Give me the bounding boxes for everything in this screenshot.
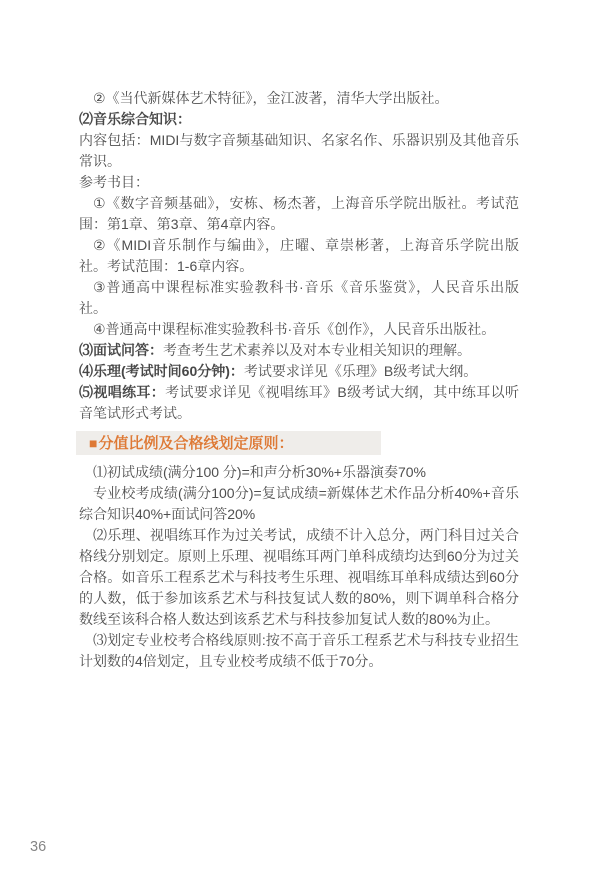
paragraph: [79, 462, 519, 483]
paragraph: [79, 340, 519, 361]
paragraph-lead: ⑷乐理(考试时间60分钟)：: [79, 363, 244, 379]
paragraph: [79, 361, 519, 382]
paragraph-text: 参考书目：: [79, 174, 149, 190]
paragraph-text: ⑴初试成绩(满分100 分)=和声分析30%+乐器演奏70%: [93, 464, 426, 480]
paragraph: [79, 630, 519, 672]
paragraph-text: 考试要求详见《视唱练耳》B级考试大纲，其中练耳以听音笔试形式考试。: [79, 384, 520, 421]
paragraph-text: 考查考生艺术素养以及对本专业相关知识的理解。: [163, 342, 471, 358]
paragraph: [79, 382, 519, 424]
section-header: [76, 431, 381, 455]
paragraph-text: ⑶划定专业校考合格线原则:按不高于音乐工程系艺术与科技专业招生计划数的4倍划定，且专业校考成绩不低于70分。: [79, 632, 519, 669]
paragraph: [79, 172, 519, 193]
page-number: 36: [30, 839, 47, 855]
paragraph-lead: ⑶面试问答：: [79, 342, 163, 358]
paragraph-text: ②《当代新媒体艺术特征》，金江波著，清华大学出版社。: [93, 90, 449, 106]
paragraph-text: 内容包括：MIDI与数字音频基础知识、名家名作、乐器识别及其他音乐常识。: [79, 132, 519, 169]
paragraph: [79, 235, 519, 277]
paragraph-text: ②《MIDI音乐制作与编曲》，庄曜、章崇彬著，上海音乐学院出版社。考试范围：1-6章内容。: [79, 237, 519, 274]
section-header-title: 分值比例及合格线划定原则：: [98, 435, 294, 452]
paragraph: [79, 277, 519, 319]
document-body: [79, 88, 519, 672]
paragraph: [79, 525, 519, 630]
paragraph-text: 考试要求详见《乐理》B级考试大纲。: [243, 363, 478, 379]
square-bullet-icon: ■: [89, 435, 98, 451]
paragraph-lead: ⑸视唱练耳：: [79, 384, 166, 400]
paragraph: [79, 130, 519, 172]
paragraph: [79, 88, 519, 109]
paragraph-text: ③普通高中课程标准实验教科书·音乐《音乐鉴赏》，人民音乐出版社。: [79, 279, 519, 316]
paragraph-text: ④普通高中课程标准实验教科书·音乐《创作》，人民音乐出版社。: [93, 321, 496, 337]
paragraph: [79, 483, 519, 525]
paragraph-text: ⑵乐理、视唱练耳作为过关考试，成绩不计入总分，两门科目过关合格线分别划定。原则上乐理、视唱练耳两门单科成绩均达到60分为过关合格。如音乐工程系艺术与科技考生乐理、视唱练耳单科成绩达到60分的人数，低于参加该系艺术与科技复试人数的80%，则下调单科合格分数线至该科合格人数达到该系艺术与科技参加复试人数的80%为止。: [79, 527, 519, 627]
paragraph: [79, 109, 519, 130]
paragraph-text: ①《数字音频基础》，安栋、杨杰著，上海音乐学院出版社。考试范围：第1章、第3章、第4章内容。: [79, 195, 519, 232]
paragraph-text: 专业校考成绩(满分100分)=复试成绩=新媒体艺术作品分析40%+音乐综合知识40%+面试问答20%: [79, 485, 519, 522]
paragraph-lead: ⑵音乐综合知识：: [79, 111, 191, 127]
paragraph: [79, 193, 519, 235]
paragraph: [79, 319, 519, 340]
